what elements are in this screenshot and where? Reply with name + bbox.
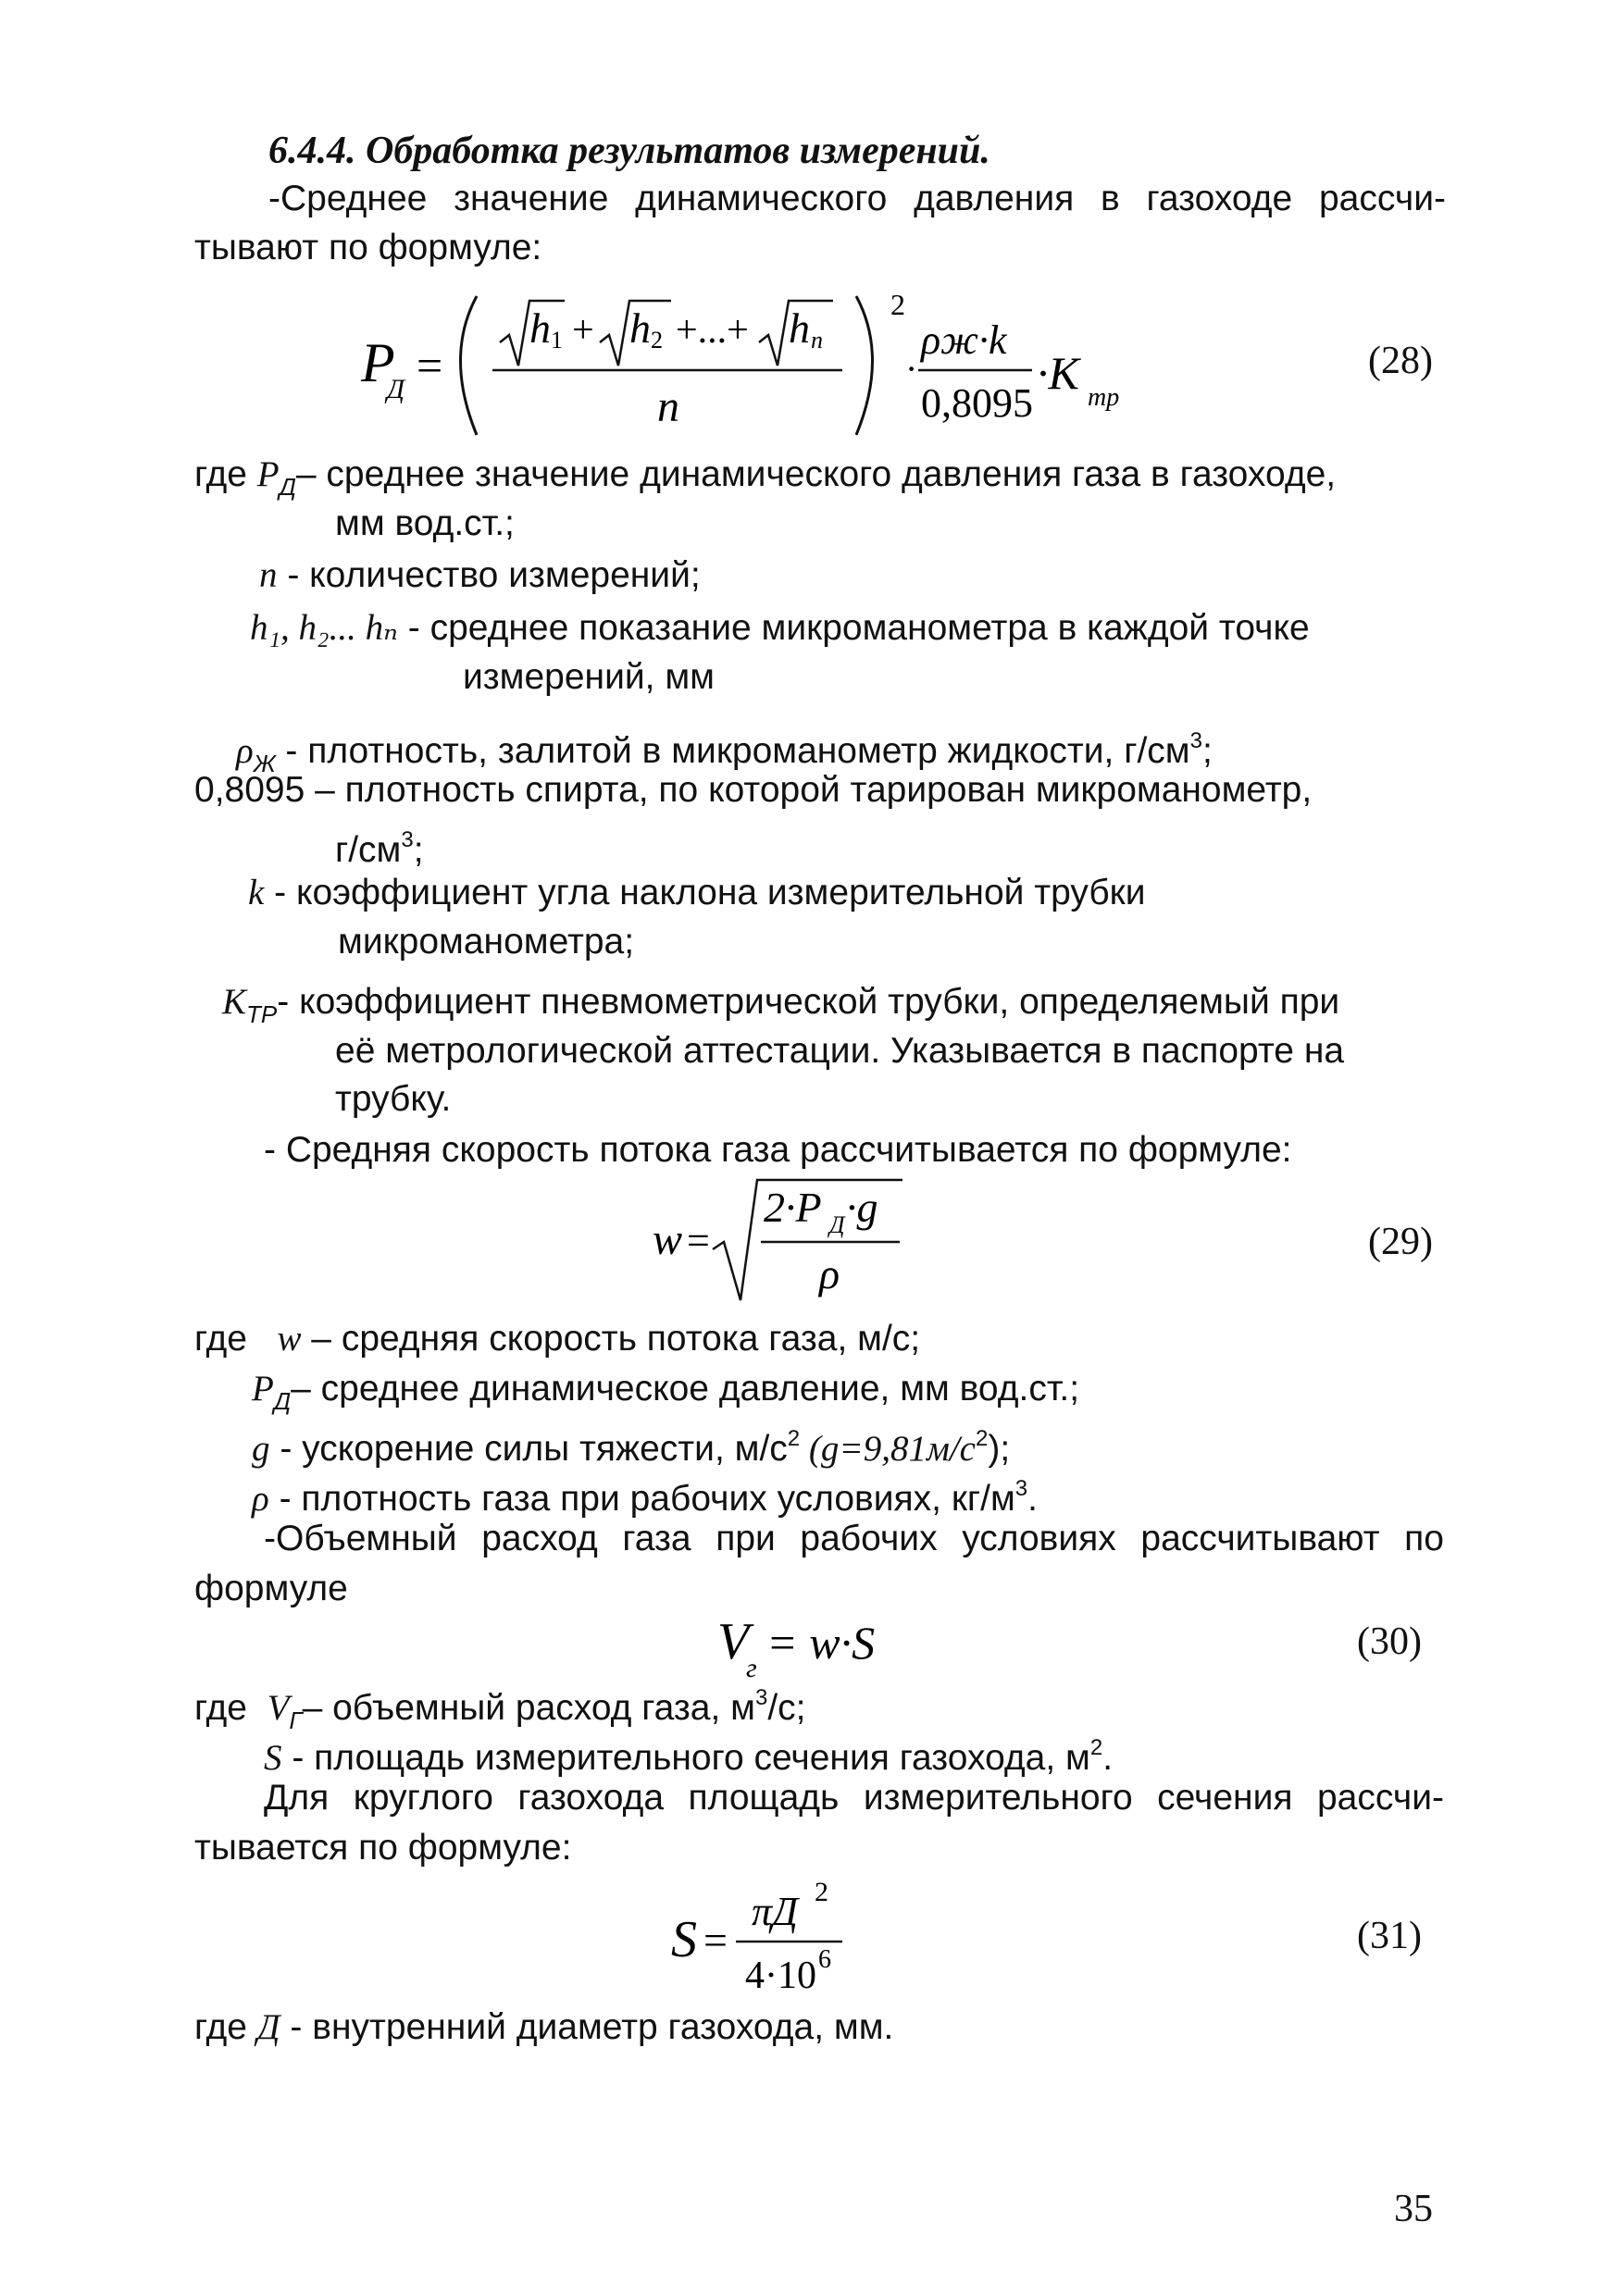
- def-s-text: - площадь измерительного сечения газохода, м: [281, 1738, 1090, 1778]
- def-vg-symbol: V: [267, 1688, 290, 1728]
- eq29-equals: =: [687, 1218, 710, 1263]
- def-ktr-cont2: трубку.: [335, 1079, 452, 1119]
- equation-29-svg: [648, 1175, 944, 1305]
- svg-text:1: 1: [551, 327, 563, 354]
- def-rho2-line: ρ - плотность газа при рабочих условиях, $кг/м^3$.: [252, 1476, 1038, 1519]
- eq31-den: 4·10: [745, 1955, 816, 1997]
- section-heading: 6.4.4. Обработка результатов измерений.: [268, 130, 990, 172]
- def-rho-text: - плотность, залитой в микроманометр жидкости, г/см: [275, 731, 1190, 771]
- def-08095-cont: $г/см^3$;: [335, 827, 424, 870]
- equation-31-svg: [666, 1871, 870, 2010]
- svg-text:+: +: [572, 309, 594, 352]
- def-rho2-text: - плотность газа при рабочих условиях, кг/м: [268, 1479, 1015, 1519]
- def-k-line: [248, 870, 1146, 916]
- def-vg-line: где $V_Г-$ объемный расход газа, $м^3/с$;: [194, 1685, 806, 1734]
- def-vg-text: – объемный расход газа, м: [302, 1688, 755, 1728]
- eq28-den: n: [657, 382, 679, 431]
- equation-31-number: (31): [1357, 1915, 1422, 1957]
- equation-28-number: (28): [1368, 340, 1433, 382]
- paragraph-4-line-1: Для круглого газохода площадь измерительного сечения рассчи-: [264, 1778, 1444, 1818]
- def-ktr-text: - коэффициент пневмометрической трубки, определяемый при: [277, 982, 1340, 1022]
- def-n-text: - количество измерений;: [277, 555, 701, 595]
- def-d-symbol: Д: [256, 2007, 280, 2047]
- eq29-num-tail: ·g: [846, 1184, 878, 1231]
- eq30-lhs-sub: г: [746, 1653, 757, 1683]
- def-pd2-symbol: P: [252, 1369, 274, 1409]
- eq29-den: ρ: [819, 1250, 840, 1297]
- eq31-equals: =: [703, 1917, 728, 1964]
- def-g-symbol: g: [252, 1429, 270, 1469]
- def-pd-line: где $P_Д-$ среднее значение динамического давления газа в газоходе,: [194, 454, 1337, 501]
- eq28-k: ·K: [1037, 347, 1079, 399]
- eq28-paren-right: [856, 296, 873, 435]
- equation-29: [648, 1175, 944, 1305]
- def-d-line: где Д - внутренний диаметр газохода, мм.: [194, 2007, 894, 2047]
- eq28-rho-den: 0,8095: [921, 380, 1033, 426]
- eq28-paren-left: [461, 296, 478, 435]
- equation-28-svg: [352, 278, 1462, 444]
- equation-29-number: (29): [1368, 1221, 1433, 1263]
- paragraph-2: - Средняя скорость потока газа рассчитывается по формуле:: [264, 1130, 1292, 1170]
- def-s-symbol: S: [264, 1738, 282, 1778]
- def-08095-line: [194, 767, 1312, 813]
- def-pd-text: – среднее значение динамического давления газа в газоходе,: [295, 454, 1337, 494]
- def-g-line: g - ускорение силы тяжести, $м/с^2$ $(g=9,81м/с^2)$;: [252, 1426, 1011, 1469]
- def-rho-symbol: ρ: [236, 731, 254, 771]
- def-w-line: где w – средняя скорость потока газа, м/с;: [194, 1319, 921, 1359]
- def-h-symbol: h₁, h₂... hₙ: [250, 608, 398, 648]
- eq28-power: 2: [890, 288, 905, 321]
- paragraph-3-line-2: формуле: [194, 1569, 348, 1608]
- equation-31: [666, 1871, 870, 2010]
- equation-28: [352, 278, 1462, 444]
- svg-text:h: h: [629, 304, 651, 352]
- def-w-text: – средняя скорость потока газа, м/с;: [301, 1319, 921, 1359]
- def-pd2-line: $P_Д-$ среднее динамическое давление, мм вод.ст.;: [252, 1369, 1080, 1415]
- paragraph-1-line-2: тывают по формуле:: [194, 228, 542, 267]
- def-ktr-cont: её метрологической аттестации. Указывается в паспорте на: [335, 1031, 1345, 1071]
- eq29-num: 2·P: [764, 1184, 822, 1231]
- eq31-den-sup: 6: [818, 1945, 831, 1974]
- def-pd-symbol: P: [256, 454, 280, 494]
- paragraph-1-line-1: -Среднее значение динамического давления в газоходе рассчи-: [268, 179, 1446, 218]
- def-rho-line: $\rho_Ж$ - плотность, залитой в микроманометр жидкости, $г/см^3$;: [236, 728, 1213, 777]
- def-w-symbol: w: [277, 1319, 302, 1359]
- eq29-num-sub: Д: [829, 1211, 845, 1238]
- def-pd-sub: Д: [279, 473, 296, 501]
- def-k-text: - коэффициент угла наклона измерительной трубки: [264, 873, 1146, 912]
- paragraph-3-line-1: -Объемный расход газа при рабочих условиях рассчитывают по: [264, 1519, 1444, 1558]
- eq31-lhs: S: [671, 1911, 697, 1968]
- def-rho-sub: Ж: [253, 750, 276, 777]
- eq29-lhs: w: [653, 1215, 683, 1264]
- eq30-rhs: = w·S: [766, 1617, 876, 1669]
- def-08095-symbol: 0,8095: [194, 770, 305, 810]
- def-h-text: - среднее показание микроманометра в каждой точке: [397, 608, 1310, 648]
- def-k-symbol: k: [248, 873, 265, 912]
- def-n-line: [259, 552, 701, 599]
- eq28-k-sub: тр: [1088, 383, 1120, 412]
- eq28-lhs-sub: Д: [387, 374, 405, 404]
- svg-text:h: h: [529, 304, 551, 352]
- equation-30-number: (30): [1357, 1620, 1422, 1663]
- def-g-value: (g=9,81м/с: [800, 1429, 976, 1469]
- def-rho2-symbol: ρ: [252, 1479, 269, 1519]
- svg-text:n: n: [811, 327, 823, 354]
- def-ktr-symbol: K: [222, 982, 247, 1022]
- def-08095-text: – плотность спирта, по которой тарирован микроманометр,: [305, 770, 1313, 810]
- eq30-lhs: V: [717, 1613, 750, 1670]
- svg-text:·: ·: [905, 348, 918, 390]
- def-pd-cont: мм вод.ст.;: [335, 503, 515, 543]
- svg-text:2: 2: [651, 327, 663, 354]
- eq28-equals: =: [417, 340, 443, 391]
- eq31-num-sup: 2: [815, 1877, 828, 1907]
- svg-text:h: h: [789, 304, 810, 352]
- svg-text:+...+: +...+: [676, 309, 749, 352]
- equation-30: [713, 1603, 953, 1686]
- paragraph-4-line-2: тывается по формуле:: [194, 1828, 572, 1868]
- def-h-line: [250, 605, 1310, 652]
- eq31-num: πД: [752, 1889, 799, 1934]
- eq28-rho-num: ρж·k: [921, 317, 1007, 363]
- def-pd2-text: – среднее динамическое давление, мм вод.ст.;: [291, 1369, 1080, 1409]
- def-k-cont: микроманометра;: [338, 922, 635, 962]
- page-number: 35: [1394, 2188, 1433, 2230]
- def-n-symbol: n: [259, 555, 278, 595]
- def-d-text: - внутренний диаметр газохода, мм.: [280, 2007, 894, 2047]
- equation-30-svg: [713, 1603, 953, 1686]
- eq28-lhs: P: [361, 332, 395, 393]
- def-h-cont: измерений, мм: [463, 657, 715, 697]
- def-g-text: - ускорение силы тяжести, м/с: [269, 1429, 788, 1469]
- def-ktr-sub: ТР: [246, 1000, 278, 1028]
- def-s-line: S - площадь измерительного сечения газохода, $м^2$.: [264, 1735, 1114, 1778]
